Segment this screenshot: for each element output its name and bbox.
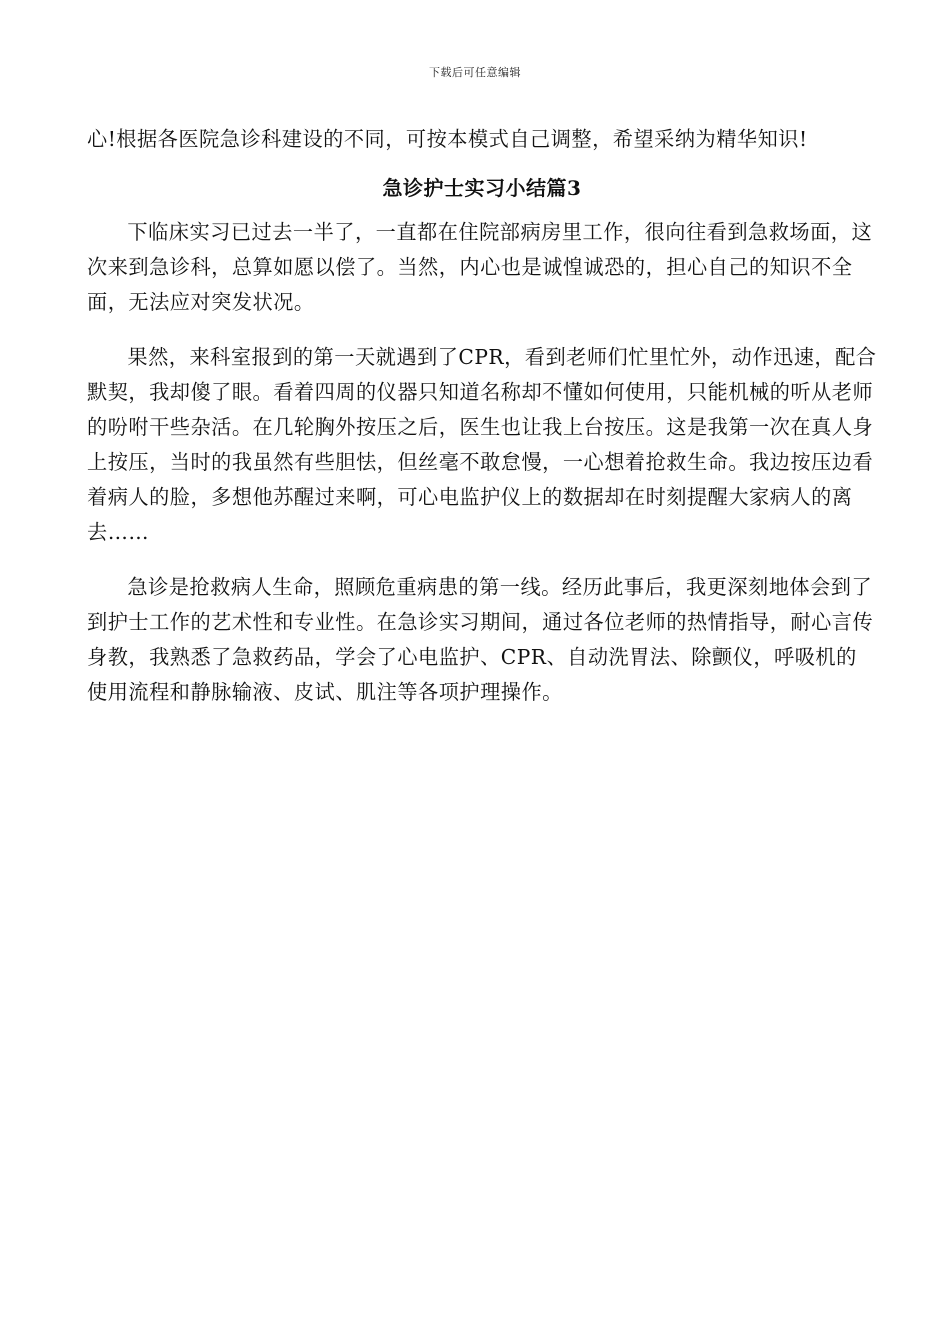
document-body [87,122,877,730]
paragraph-1: 下临床实习已过去一半了，一直都在住院部病房里工作，很向往看到急救场面，这次来到急诊科，总算如愿以偿了。当然，内心也是诚惶诚恐的，担心自己的知识不全面，无法应对突发状况。 [87,220,873,314]
paragraph-2: 果然，来科室报到的第一天就遇到了CPR，看到老师们忙里忙外，动作迅速，配合默契，我却傻了眼。看着四周的仪器只知道名称却不懂如何使用，只能机械的听从老师的吩咐干些杂活。在几轮胸外按压之后，医生也让我上台按压。这是我第一次在真人身上按压，当时的我虽然有些胆怯，但丝毫不敢怠慢，一心想着抢救生命。我边按压边看着病人的脸，多想他苏醒过来啊，可心电监护仪上的数据却在时刻提醒大家病人的离去…… [87,345,877,544]
section-title: 急诊护士实习小结篇3 [382,176,582,200]
lead-line: 心!根据各医院急诊科建设的不同，可按本模式自己调整，希望采纳为精华知识! [87,127,808,151]
page-header-note: 下载后可任意编辑 [429,66,521,79]
paragraph-3: 急诊是抢救病人生命，照顾危重病患的第一线。经历此事后，我更深刻地体会到了到护士工作的艺术性和专业性。在急诊实习期间，通过各位老师的热情指导，耐心言传身教，我熟悉了急救药品，学会了心电监护、CPR、自动洗胃法、除颤仪，呼吸机的使用流程和静脉输液、皮试、肌注等各项护理操作。 [87,575,874,704]
